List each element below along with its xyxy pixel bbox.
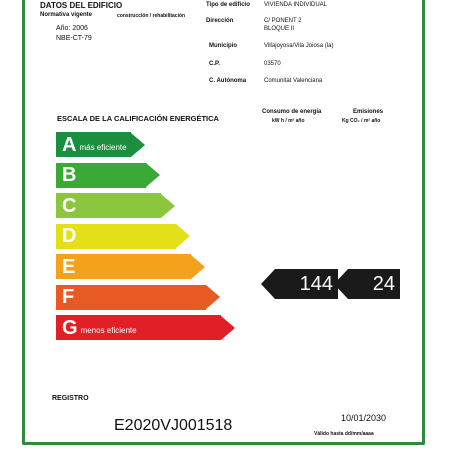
energy-bar-body bbox=[56, 254, 191, 279]
energy-bar-letter: B bbox=[62, 164, 77, 186]
emisiones-rating-arrow bbox=[334, 269, 348, 299]
valid-date: 10/01/2030 bbox=[341, 413, 387, 423]
energy-bar-c bbox=[56, 193, 175, 218]
energy-bar-e bbox=[56, 254, 205, 279]
energy-bar-body bbox=[56, 285, 206, 310]
building-year: Año: 2006 bbox=[56, 25, 88, 32]
energy-bar-arrow bbox=[161, 194, 175, 218]
consumo-rating bbox=[261, 269, 338, 299]
autonoma-value: Comunitat Valenciana bbox=[264, 78, 323, 84]
energy-bar-letter: D bbox=[62, 225, 77, 247]
cp-label: C.P. bbox=[209, 61, 220, 67]
energy-bar-letter: F bbox=[62, 286, 75, 308]
municipio-value: Villajoyosa/Vila Joiosa (la) bbox=[264, 43, 334, 49]
energy-bar-letter: G bbox=[62, 316, 78, 339]
municipio-label: Municipio bbox=[209, 43, 237, 49]
valid-label: Válido hasta dd/mm/aaaa bbox=[314, 431, 374, 437]
registro-code: E2020VJ001518 bbox=[114, 417, 233, 434]
tipo-label: Tipo de edificio bbox=[206, 2, 250, 8]
consumo-rating-arrow bbox=[261, 269, 275, 299]
direccion-label: Dirección bbox=[206, 18, 234, 24]
normativa-label: Normativa vigente bbox=[40, 12, 93, 18]
certificate-frame bbox=[22, 0, 425, 445]
energy-bar-body bbox=[56, 163, 146, 188]
energy-bar-arrow bbox=[176, 224, 190, 248]
energy-bar-letter: E bbox=[62, 255, 76, 278]
registro-label: REGISTRO bbox=[52, 395, 89, 402]
energy-bar-b bbox=[56, 163, 160, 188]
energy-bar-note: más eficiente bbox=[79, 142, 127, 152]
consumo-value: 144 bbox=[275, 269, 338, 299]
cp-value: 03570 bbox=[264, 61, 281, 67]
tipo-value: VIVIENDA INDIVIDUAL bbox=[264, 2, 328, 8]
energy-bar-arrow bbox=[146, 163, 160, 187]
autonoma-label: C. Autónoma bbox=[209, 78, 247, 84]
energy-bar-arrow bbox=[191, 255, 205, 279]
energy-bar-g bbox=[56, 315, 235, 340]
normativa-note: construcción / rehabilitación bbox=[117, 13, 186, 19]
energy-bar-arrow bbox=[131, 133, 145, 157]
direccion-line2: BLOQUE II bbox=[264, 26, 295, 32]
building-nbe: NBE-CT-79 bbox=[56, 35, 92, 42]
energy-bar-arrow bbox=[221, 316, 235, 340]
emisiones-value: 24 bbox=[348, 269, 400, 299]
energy-bar-letter: A bbox=[62, 133, 77, 156]
consumo-unit: kW h / m² año bbox=[272, 118, 305, 124]
section-title-datos: DATOS DEL EDIFICIO bbox=[40, 1, 123, 10]
consumo-label: Consumo de energía bbox=[262, 109, 322, 115]
energy-bar-a bbox=[56, 132, 145, 157]
energy-bar-body bbox=[56, 315, 221, 340]
energy-bar-body bbox=[56, 132, 131, 157]
direccion-line1: C/ PONENT 2 bbox=[264, 18, 302, 24]
energy-bar-f bbox=[56, 285, 220, 310]
emisiones-rating bbox=[334, 269, 400, 299]
energy-bar-d bbox=[56, 224, 190, 249]
energy-bar-arrow bbox=[206, 285, 220, 309]
scale-title: ESCALA DE LA CALIFICACIÓN ENERGÉTICA bbox=[57, 114, 219, 123]
emisiones-unit: Kg CO₂ / m² año bbox=[342, 118, 381, 124]
energy-bar-note: menos eficiente bbox=[80, 325, 137, 335]
energy-bar-body bbox=[56, 224, 176, 249]
energy-bar-body bbox=[56, 193, 161, 218]
energy-bar-letter: C bbox=[62, 194, 77, 217]
emisiones-label: Emisiones bbox=[353, 109, 384, 115]
